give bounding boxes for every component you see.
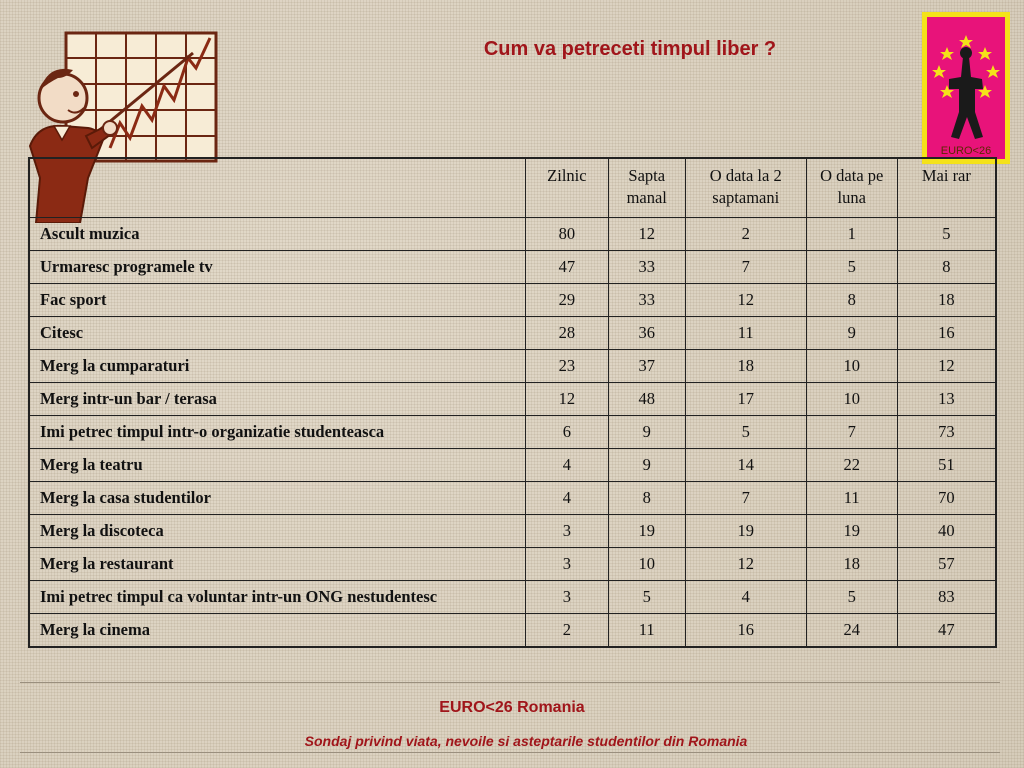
table-cell: 17 <box>685 383 806 416</box>
euro26-logo <box>922 12 1010 164</box>
table-cell: 12 <box>897 350 996 383</box>
table-cell: 12 <box>526 383 609 416</box>
table-row <box>29 218 996 251</box>
column-header: Mai rar <box>897 158 996 218</box>
table-cell: 23 <box>526 350 609 383</box>
table-cell: 8 <box>806 284 897 317</box>
table-cell: 13 <box>897 383 996 416</box>
table-cell: 4 <box>526 482 609 515</box>
table-cell: 18 <box>685 350 806 383</box>
table-cell: 1 <box>806 218 897 251</box>
table-cell: 10 <box>806 383 897 416</box>
footer-divider <box>20 682 1000 683</box>
column-header: O data pe luna <box>806 158 897 218</box>
table-cell: 8 <box>897 251 996 284</box>
survey-table <box>28 157 997 648</box>
table-cell: 5 <box>608 581 685 614</box>
table-cell: 33 <box>608 284 685 317</box>
table-cell: 12 <box>685 548 806 581</box>
table-cell: 19 <box>806 515 897 548</box>
row-label: Merg la teatru <box>29 449 526 482</box>
table-row <box>29 482 996 515</box>
table-cell: 9 <box>608 416 685 449</box>
table-cell: 2 <box>685 218 806 251</box>
table-cell: 2 <box>526 614 609 648</box>
table-cell: 4 <box>526 449 609 482</box>
table-cell: 7 <box>685 482 806 515</box>
table-row <box>29 614 996 648</box>
table-cell: 18 <box>897 284 996 317</box>
column-header <box>29 158 526 218</box>
table-cell: 57 <box>897 548 996 581</box>
table-row <box>29 548 996 581</box>
table-cell: 5 <box>806 581 897 614</box>
table-cell: 5 <box>685 416 806 449</box>
table-cell: 36 <box>608 317 685 350</box>
footer-divider <box>20 752 1000 753</box>
table-cell: 9 <box>806 317 897 350</box>
table-cell: 16 <box>685 614 806 648</box>
row-label: Urmaresc programele tv <box>29 251 526 284</box>
table-row <box>29 251 996 284</box>
row-label: Merg intr-un bar / terasa <box>29 383 526 416</box>
row-label: Imi petrec timpul intr-o organizatie studenteasca <box>29 416 526 449</box>
table-row <box>29 449 996 482</box>
table-row <box>29 416 996 449</box>
table-row <box>29 515 996 548</box>
table-row <box>29 284 996 317</box>
table-cell: 3 <box>526 515 609 548</box>
row-label: Imi petrec timpul ca voluntar intr-un ONG nestudentesc <box>29 581 526 614</box>
table-cell: 18 <box>806 548 897 581</box>
table-cell: 22 <box>806 449 897 482</box>
slide-title: Cum va petreceti timpul liber ? <box>483 38 777 60</box>
table-cell: 19 <box>685 515 806 548</box>
row-label: Merg la cumparaturi <box>29 350 526 383</box>
table-cell: 51 <box>897 449 996 482</box>
column-header: Sapta manal <box>608 158 685 218</box>
table-cell: 24 <box>806 614 897 648</box>
table-row <box>29 581 996 614</box>
table-cell: 5 <box>806 251 897 284</box>
table-cell: 29 <box>526 284 609 317</box>
table-cell: 5 <box>897 218 996 251</box>
table-cell: 3 <box>526 548 609 581</box>
table-cell: 16 <box>897 317 996 350</box>
table-cell: 12 <box>685 284 806 317</box>
row-label: Citesc <box>29 317 526 350</box>
footer-org: EURO<26 Romania <box>439 699 585 716</box>
table-cell: 10 <box>806 350 897 383</box>
table-cell: 40 <box>897 515 996 548</box>
table-row <box>29 317 996 350</box>
table-cell: 73 <box>897 416 996 449</box>
row-label: Merg la casa studentilor <box>29 482 526 515</box>
column-header: Zilnic <box>526 158 609 218</box>
table-cell: 33 <box>608 251 685 284</box>
table-cell: 80 <box>526 218 609 251</box>
table-cell: 11 <box>806 482 897 515</box>
table-cell: 47 <box>897 614 996 648</box>
table-cell: 48 <box>608 383 685 416</box>
footer-subtitle: Sondaj privind viata, nevoile si asteptarile studentilor din Romania <box>304 733 748 749</box>
row-label: Ascult muzica <box>29 218 526 251</box>
table-cell: 14 <box>685 449 806 482</box>
row-label: Merg la cinema <box>29 614 526 648</box>
table-header-row <box>29 158 996 218</box>
table-cell: 11 <box>608 614 685 648</box>
row-label: Merg la restaurant <box>29 548 526 581</box>
table-cell: 47 <box>526 251 609 284</box>
logo-text: EURO<26 <box>940 145 992 157</box>
table-cell: 7 <box>806 416 897 449</box>
table-cell: 28 <box>526 317 609 350</box>
table-cell: 4 <box>685 581 806 614</box>
table-cell: 9 <box>608 449 685 482</box>
euro26-stars-logo-icon <box>927 17 1005 159</box>
table-cell: 83 <box>897 581 996 614</box>
table-cell: 7 <box>685 251 806 284</box>
table-cell: 70 <box>897 482 996 515</box>
table-cell: 12 <box>608 218 685 251</box>
table-cell: 6 <box>526 416 609 449</box>
table-cell: 37 <box>608 350 685 383</box>
table-cell: 19 <box>608 515 685 548</box>
table-row <box>29 350 996 383</box>
table-row <box>29 383 996 416</box>
row-label: Fac sport <box>29 284 526 317</box>
table-cell: 10 <box>608 548 685 581</box>
row-label: Merg la discoteca <box>29 515 526 548</box>
column-header: O data la 2 saptamani <box>685 158 806 218</box>
table-cell: 11 <box>685 317 806 350</box>
table-cell: 8 <box>608 482 685 515</box>
table-cell: 3 <box>526 581 609 614</box>
